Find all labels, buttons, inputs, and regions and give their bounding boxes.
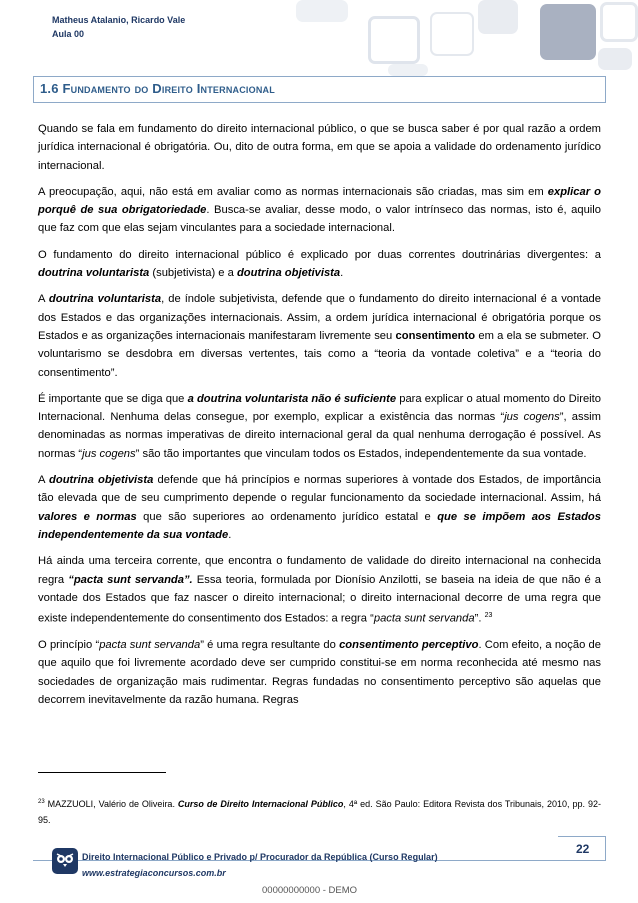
footnote-ref[interactable]: 23 bbox=[484, 612, 493, 620]
decorative-square bbox=[540, 4, 596, 60]
section-title: 1.6 Fundamento do Direito Internacional bbox=[40, 81, 275, 96]
footnote-separator bbox=[38, 772, 166, 773]
header-authors: Matheus Atalanio, Ricardo Vale bbox=[52, 15, 186, 25]
decorative-square bbox=[296, 0, 348, 22]
paragraph-4: A doutrina voluntarista, de índole subjetivista, defende que o fundamento do direito internacional é a vontade dos Estados e das organizações internacionais. Assim, a ordem jurídica internacional é obrigatória porque os Estados e as organizações internacionais manifestaram livremente seu consentimento em a ela se submeter. O voluntarismo se desdobra em diversas vertentes, tais como a “teoria da vontade coletiva” e a “teoria do consentimento”. bbox=[38, 293, 602, 379]
footer-course-title: Direito Internacional Público e Privado p/ Procurador da República (Curso Regular) bbox=[82, 852, 438, 862]
footer-url-link[interactable]: www.estrategiaconcursos.com.br bbox=[82, 868, 226, 878]
footer-code: 00000000000 - DEMO bbox=[262, 885, 358, 896]
page-number: 22 bbox=[576, 842, 590, 856]
paragraph-2: A preocupação, aqui, não está em avaliar como as normas internacionais são criadas, mas sim em explicar o porquê de sua obrigatoriedade. Busca-se avaliar, desse modo, o valor intrínseco das normas, isto é, aquilo que faz com que elas sejam vinculantes para a sociedade internacional. bbox=[38, 185, 602, 235]
body-text bbox=[38, 120, 601, 717]
decorative-square bbox=[388, 64, 428, 76]
paragraph-8: O princípio “pacta sunt servanda” é uma regra resultante do consentimento perceptivo. Com efeito, a noção de que aquilo que foi livremente acordado deve ser cumprido constitui-se em norma reconhecida até mesmo nas sociedades de organização mais rudimentar. Regras fundadas no consentimento perceptivo são aquelas que decorrem inevitavelmente da razão humana. Regras bbox=[38, 639, 601, 707]
paragraph-1: Quando se fala em fundamento do direito internacional público, o que se busca saber é por qual razão a ordem jurídica internacional é obrigatória. Ou, dito de outra forma, em que se apoia a validade do ordenamento jurídico internacional. bbox=[38, 123, 601, 172]
decorative-square bbox=[598, 48, 632, 70]
decorative-square bbox=[430, 12, 474, 56]
decorative-square bbox=[600, 2, 638, 42]
paragraph-6: A doutrina objetivista defende que há princípios e normas superiores à vontade dos Estados, de importância tão elevada que de seu cumprimento depende o regular funcionamento da sociedade internacional. Assim, há valores e normas que são superiores ao ordenamento jurídico estatal e que se impõem aos Estados independentemente da sua vontade. bbox=[38, 474, 601, 541]
owl-logo-icon bbox=[52, 848, 78, 874]
paragraph-5: É importante que se diga que a doutrina voluntarista não é suficiente para explicar o atual momento do Direito Internacional. Nenhuma delas consegue, por exemplo, explicar a existência das normas “jus cogens”, assim denominadas as normas imperativas de direito internacional geral da qual nenhuma derrogação é possível. As normas “jus cogens” são tão importantes que vinculam todos os Estados, independentemente da sua vontade. bbox=[38, 392, 601, 460]
header-lesson: Aula 00 bbox=[52, 29, 85, 39]
header bbox=[52, 13, 185, 41]
paragraph-3: O fundamento do direito internacional público é explicado por duas correntes doutrinárias divergentes: a doutrina voluntarista (subjetivista) e a doutrina objetivista. bbox=[38, 248, 601, 280]
paragraph-7: Há ainda uma terceira corrente, que encontra o fundamento de validade do direito internacional na conhecida regra “pacta sunt servanda”. Essa teoria, formulada por Dionísio Anzilotti, se baseia na ideia de que não é a vontade dos Estados que faz nascer o direito internacional; o direito internacional decorre de uma regra que existe independentemente do consentimento dos Estados: a regra “pacta sunt servanda”. $^{23}$ bbox=[38, 555, 602, 625]
footnote-number: 23 bbox=[38, 799, 45, 805]
footnote: $^{23}$ MAZZUOLI, Valério de Oliveira. Curso de Direito Internacional Público, 4ª ed. São Paulo: Editora Revista dos Tribunais, 2010, pp. 92-95. bbox=[38, 799, 602, 825]
decorative-square bbox=[478, 0, 518, 34]
decorative-square bbox=[368, 16, 420, 64]
section-heading-box bbox=[33, 76, 606, 103]
